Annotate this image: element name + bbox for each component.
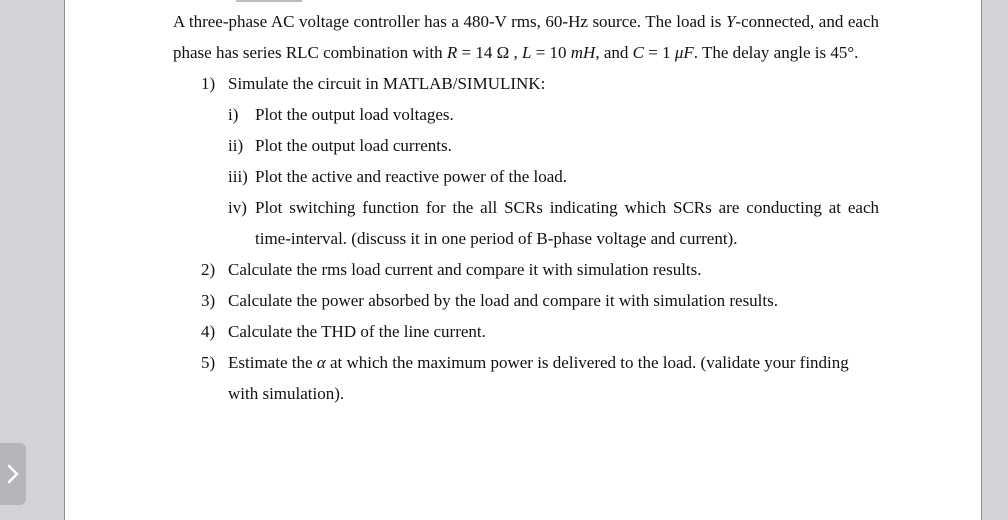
page-tab-marker bbox=[236, 0, 302, 2]
list-item bbox=[173, 316, 879, 347]
item-text: Calculate the power absorbed by the load and compare it with simulation results. bbox=[228, 291, 778, 310]
sub-list-item bbox=[228, 192, 879, 254]
sub-item-number: iv) bbox=[228, 198, 247, 217]
list-item bbox=[173, 68, 879, 254]
item-text: Calculate the rms load current and compare it with simulation results. bbox=[228, 260, 702, 279]
math-c-unit: μF bbox=[674, 43, 694, 62]
problem-statement bbox=[173, 6, 879, 68]
list-item bbox=[173, 254, 879, 285]
sub-item-text: Plot switching function for the all SCRs indicating which SCRs are conducting at each time-interval. (discuss it in one period of B-phase voltage and current). bbox=[255, 198, 879, 248]
sub-list-item bbox=[228, 161, 879, 192]
item-text: at which the maximum power is delivered to the load. (validate your finding with simulation). bbox=[228, 353, 849, 403]
list-item bbox=[173, 285, 879, 316]
item-number: 2) bbox=[201, 260, 216, 279]
sub-item-number: iii) bbox=[228, 167, 248, 186]
item-number: 5) bbox=[201, 353, 216, 372]
math-r-value: = 14 Ω , bbox=[457, 43, 522, 62]
sub-item-text: Plot the output load voltages. bbox=[255, 105, 454, 124]
math-y: Y bbox=[725, 12, 736, 31]
math-alpha: α bbox=[316, 353, 326, 372]
math-r: R bbox=[446, 43, 458, 62]
item-number: 3) bbox=[201, 291, 216, 310]
math-c-value: = 1 bbox=[643, 43, 675, 62]
sub-item-number: ii) bbox=[228, 136, 244, 155]
item-number: 4) bbox=[201, 322, 216, 341]
sidebar-toggle-button[interactable] bbox=[0, 443, 26, 505]
math-c: C bbox=[632, 43, 644, 62]
item-text: Calculate the THD of the line current. bbox=[228, 322, 486, 341]
sub-task-list bbox=[228, 99, 879, 254]
sub-list-item bbox=[228, 130, 879, 161]
sub-item-number: i) bbox=[228, 105, 239, 124]
intro-text: . The delay angle is 45°. bbox=[693, 43, 859, 62]
sub-item-text: Plot the active and reactive power of the load. bbox=[255, 167, 568, 186]
intro-text: A three-phase AC voltage controller has a 480-V rms, 60-Hz source. The load is bbox=[173, 12, 726, 31]
sub-item-text: Plot the output load currents. bbox=[255, 136, 452, 155]
sub-list-item bbox=[228, 99, 879, 130]
item-text: Simulate the circuit in MATLAB/SIMULINK: bbox=[228, 74, 546, 93]
chevron-right-icon bbox=[6, 463, 20, 485]
intro-text: -connected, and each phase has series RLC combination with bbox=[173, 12, 879, 62]
item-number: 1) bbox=[201, 74, 216, 93]
list-item bbox=[173, 347, 879, 409]
document-page bbox=[64, 0, 982, 520]
task-list bbox=[173, 68, 879, 409]
math-l-unit: mH bbox=[570, 43, 596, 62]
document-content bbox=[173, 6, 879, 409]
intro-text: , and bbox=[595, 43, 633, 62]
item-text: Estimate the bbox=[228, 353, 317, 372]
math-l-value: = 10 bbox=[531, 43, 571, 62]
math-l: L bbox=[521, 43, 532, 62]
